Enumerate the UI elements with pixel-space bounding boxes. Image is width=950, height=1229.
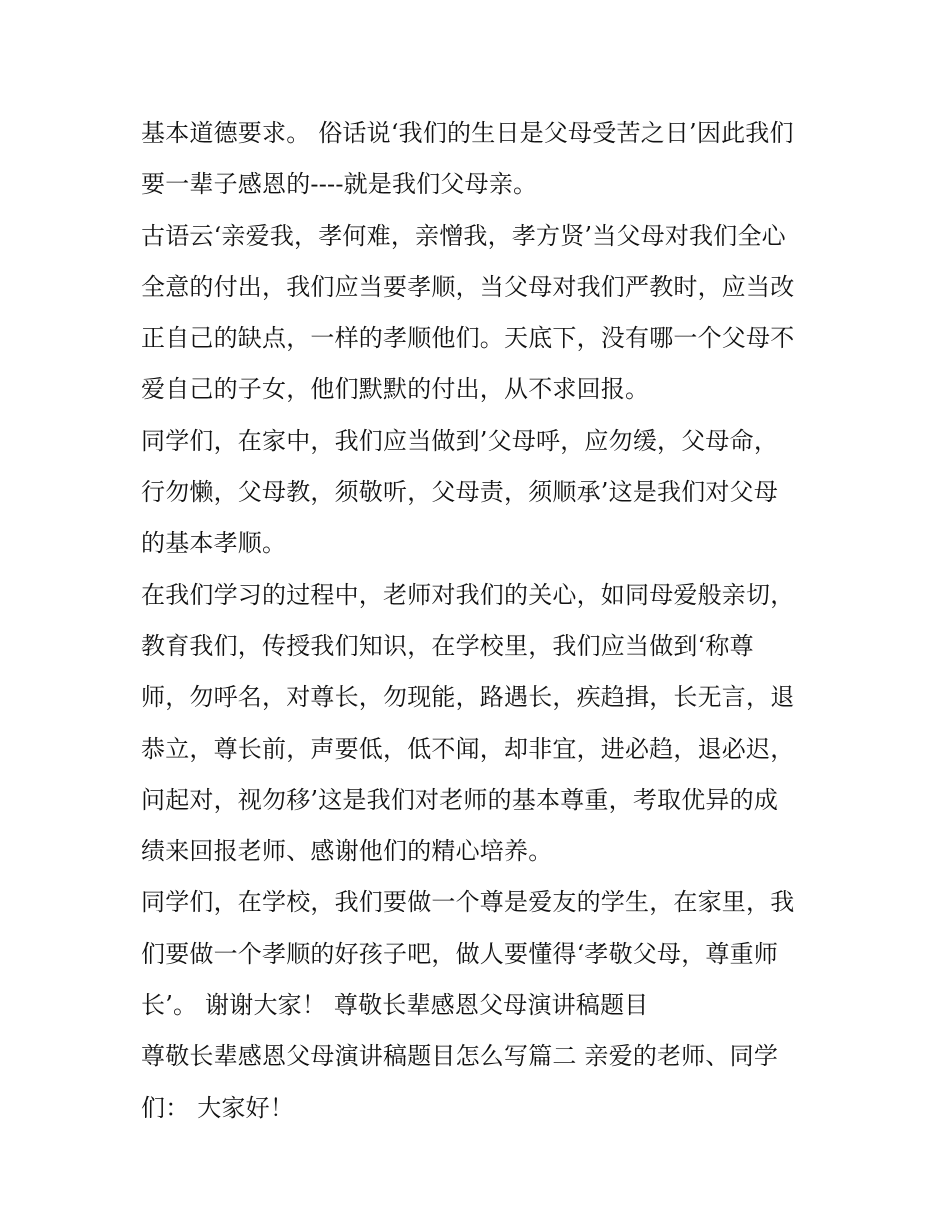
text-line: 教育我们，传授我们知识，在学校里，我们应当做到‘称尊 bbox=[141, 631, 754, 660]
text-line: 恭立，尊长前，声要低，低不闻，却非宜，进必趋，退必迟， bbox=[141, 734, 795, 763]
text-line: 基本道德要求。 俗话说‘我们的生日是父母受苦之日’因此我们 bbox=[141, 119, 794, 147]
text-line: 们： 大家好！ bbox=[141, 1093, 295, 1122]
text-line: 问起对，视勿移’这是我们对老师的基本尊重，考取优异的成 bbox=[141, 785, 779, 814]
document-body bbox=[141, 108, 821, 1134]
text-line: 要一辈子感恩的----就是我们父母亲。 bbox=[141, 170, 538, 199]
text-line: 尊敬长辈感恩父母演讲稿题目怎么写篇二 亲爱的老师、同学 bbox=[141, 1042, 779, 1071]
text-line: 绩来回报老师、感谢他们的精心培养。 bbox=[141, 837, 553, 866]
text-line: 的基本孝顺。 bbox=[141, 529, 287, 558]
text-line: 们要做一个孝顺的好孩子吧，做人要懂得‘孝敬父母，尊重师 bbox=[141, 939, 779, 968]
text-line: 师，勿呼名，对尊长，勿现能，路遇长，疾趋揖，长无言，退 bbox=[141, 683, 795, 712]
text-line: 同学们，在家中，我们应当做到’父母呼，应勿缓，父母命， bbox=[141, 426, 779, 455]
text-line: 爱自己的子女，他们默默的付出，从不求回报。 bbox=[141, 375, 650, 404]
text-line: 全意的付出，我们应当要孝顺，当父母对我们严教时，应当改 bbox=[141, 272, 795, 301]
text-line: 同学们，在学校，我们要做一个尊是爱友的学生，在家里，我 bbox=[141, 888, 795, 917]
text-line: 古语云‘亲爱我，孝何难，亲憎我，孝方贤’当父母对我们全心 bbox=[141, 221, 786, 250]
text-line: 正自己的缺点，一样的孝顺他们。天底下，没有哪一个父母不 bbox=[141, 324, 795, 353]
text-line: 长’。 谢谢大家！ 尊敬长辈感恩父母演讲稿题目 bbox=[141, 991, 649, 1020]
text-line: 在我们学习的过程中，老师对我们的关心，如同母爱般亲切， bbox=[141, 580, 795, 609]
text-line: 行勿懒，父母教，须敬听，父母责，须顺承’这是我们对父母 bbox=[141, 478, 779, 507]
